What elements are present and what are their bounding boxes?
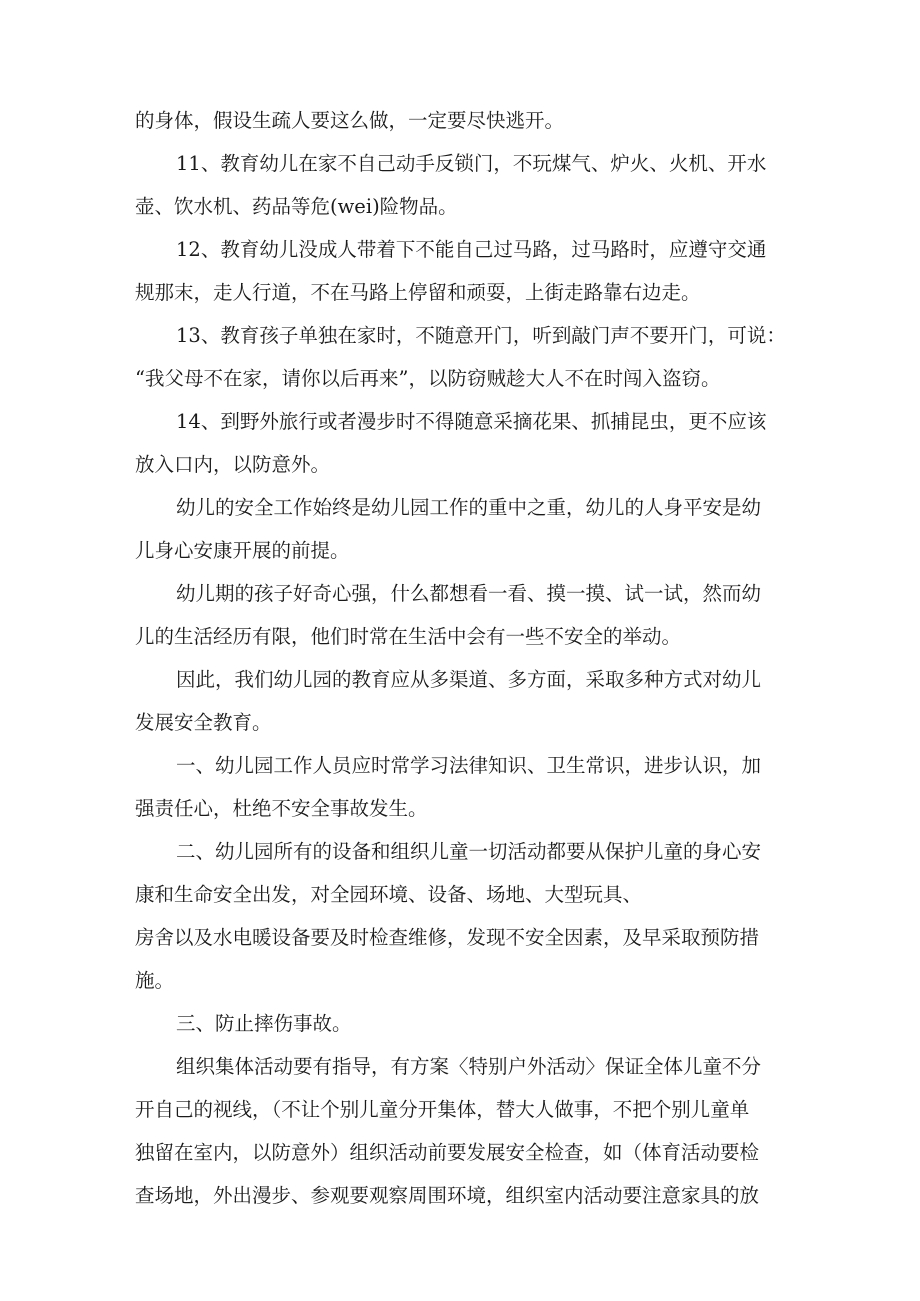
text-line: 独留在室内，以防意外）组织活动前要发展安全检查，如（体育活动要检 — [135, 1141, 760, 1164]
text-line: 康和生命安全出发，对全园环境、设备、场地、大型玩具、 — [135, 883, 643, 906]
text-line: 房舍以及水电暖设备要及时检查维修，发现不安全因素，及早采取预防措 — [135, 926, 760, 949]
text-line: 查场地，外出漫步、参观要观察周围环境，组织室内活动要注意家具的放 — [135, 1184, 760, 1207]
text-line: 因此，我们幼儿园的教育应从多渠道、多方面，采取多种方式对幼儿 — [176, 668, 762, 691]
text-line: 的身体，假设生疏人要这么做，一定要尽快逃开。 — [135, 109, 565, 132]
text-line: 组织集体活动要有指导，有方案〈特别户外活动〉保证全体儿童不分 — [176, 1055, 762, 1078]
text-line: 11、教育幼儿在家不自己动手反锁门，不玩煤气、炉火、火机、开水 — [176, 152, 767, 175]
text-line: 二、幼儿园所有的设备和组织儿童一切活动都要从保护儿童的身心安 — [176, 840, 762, 863]
text-line: “我父母不在家，请你以后再来”，以防窃贼趁大人不在时闯入盗窃。 — [135, 367, 721, 390]
text-line: 规那末，走人行道，不在马路上停留和顽耍，上街走路靠右边走。 — [135, 281, 701, 304]
text-line: 12、教育幼儿没成人带着下不能自己过马路，过马路时，应遵守交通 — [176, 238, 767, 261]
text-line: 开自己的视线，（不让个别儿童分开集体，替大人做事，不把个别儿童单 — [135, 1098, 750, 1121]
text-line: 幼儿的安全工作始终是幼儿园工作的重中之重，幼儿的人身平安是幼 — [176, 496, 762, 519]
text-line: 儿身心安康开展的前提。 — [135, 539, 350, 562]
text-line: 发展安全教育。 — [135, 711, 272, 734]
text-line: 放入口内，以防意外。 — [135, 453, 331, 476]
text-line: 儿的生活经历有限，他们时常在生活中会有一些不安全的举动。 — [135, 625, 682, 648]
text-line: 强责任心，杜绝不安全事故发生。 — [135, 797, 428, 820]
text-line: 一、幼儿园工作人员应时常学习法律知识、卫生常识，进步认识，加 — [176, 754, 762, 777]
text-line: 13、教育孩子单独在家时，不随意开门，听到敲门声不要开门，可说： — [176, 324, 786, 347]
text-line: 施。 — [135, 969, 175, 992]
text-line: 幼儿期的孩子好奇心强，什么都想看一看、摸一摸、试一试，然而幼 — [176, 582, 762, 605]
text-line: 三、防止摔伤事故。 — [176, 1012, 352, 1035]
text-line: 14、到野外旅行或者漫步时不得随意采摘花果、抓捕昆虫，更不应该 — [176, 410, 767, 433]
text-line: 壶、饮水机、药品等危(wei)险物品。 — [135, 195, 458, 218]
